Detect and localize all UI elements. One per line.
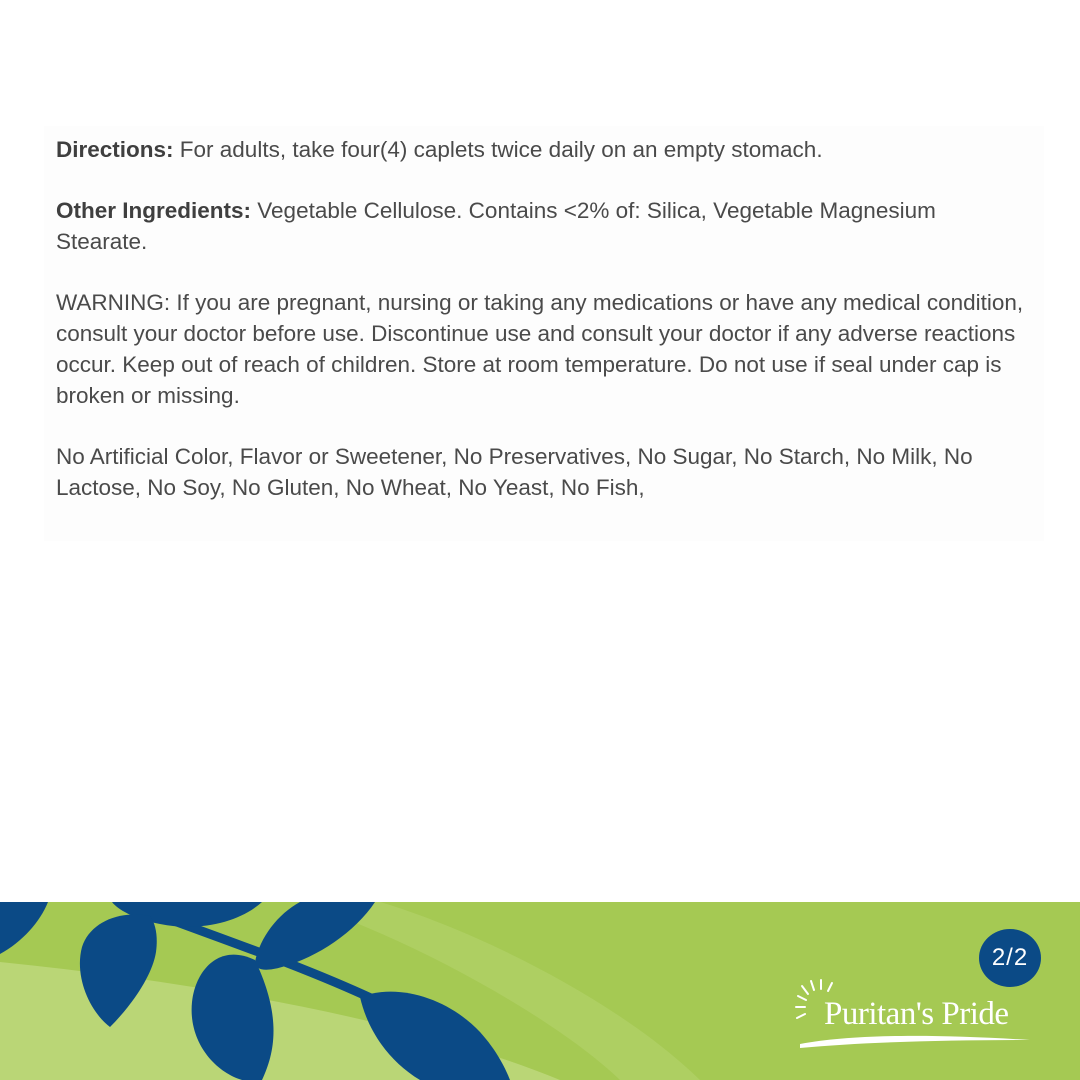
page-indicator-badge: 2/2 <box>979 929 1041 987</box>
other-ingredients-paragraph <box>56 195 1032 257</box>
warning-paragraph: WARNING: If you are pregnant, nursing or taking any medications or have any medical condition, consult your doctor before use. Discontinue use and consult your doctor if any adverse reactions occur. Keep out of reach of children. Store at room temperature. Do not use if seal under cap is broken or missing. <box>56 290 1024 408</box>
other-ingredients-text: Vegetable Cellulose. Contains <2% of: Silica, Vegetable Magnesium Stearate. <box>56 198 936 254</box>
free-of-paragraph: No Artificial Color, Flavor or Sweetener, No Preservatives, No Sugar, No Starch, No Milk, No Lactose, No Soy, No Gluten, No Wheat, No Yeast, No Fish, <box>56 444 973 500</box>
brand-logo <box>794 978 1064 1058</box>
other-ingredients-label: Other Ingredients: <box>56 198 252 223</box>
label-text-panel <box>44 126 1044 541</box>
directions-text: For adults, take four(4) caplets twice daily on an empty stomach. <box>173 137 823 162</box>
directions-label: Directions: <box>56 137 174 162</box>
directions-paragraph <box>56 134 1032 165</box>
brand-name: Puritan's Pride <box>824 996 1009 1032</box>
footer-banner <box>0 902 1080 1080</box>
